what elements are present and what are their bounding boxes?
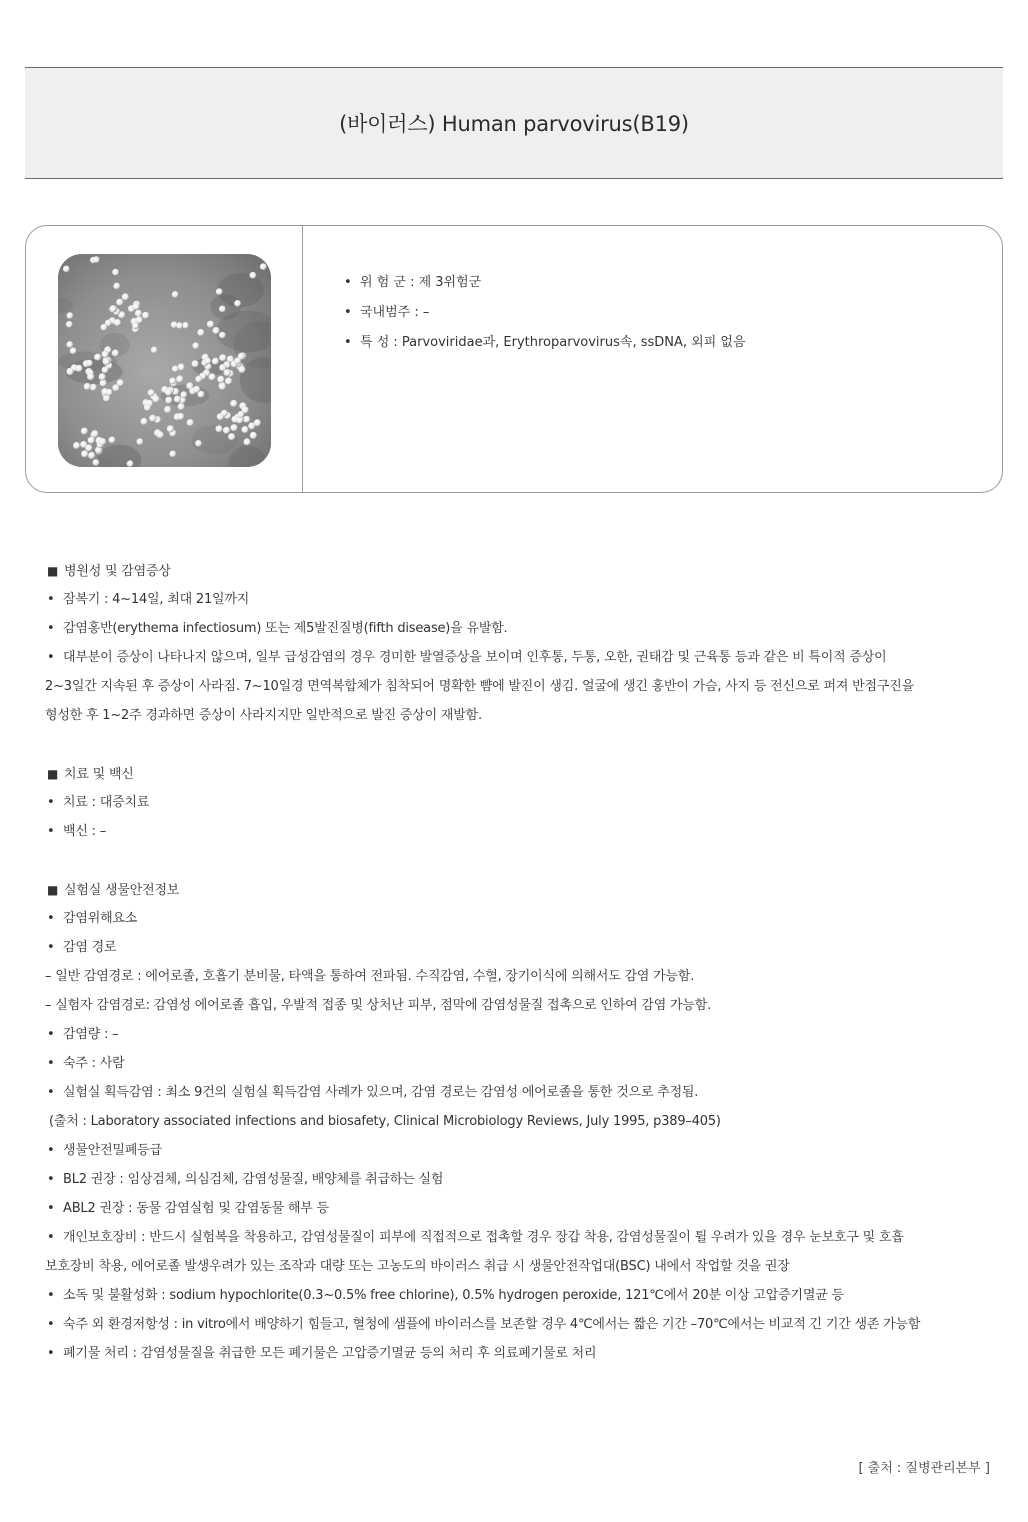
virus-particle [254,419,261,426]
virus-particle [250,432,257,439]
virus-particle [164,406,171,413]
virus-particle [157,431,164,438]
virus-particle [81,428,88,435]
virus-particle [116,299,123,306]
virus-particle [81,450,88,457]
section-heading: ■ 치료 및 백신 [47,767,134,782]
virus-particle [216,288,223,295]
virus-particle [87,373,94,380]
content-body [47,562,987,1403]
virus-particle [169,451,176,458]
section-pathogenicity [47,562,987,736]
virus-particle [178,403,185,410]
list-item-continuation: 2~3일간 지속된 후 증상이 사라짐. 7~10일경 면역복합체가 침착되어 명확한 뺨에 발진이 생김. 얼굴에 생긴 홍반이 가슴, 사지 등 전신으로 퍼져 반점구진을 [45,679,914,694]
virus-particle [144,404,151,411]
list-item: • 대부분이 증상이 나타나지 않으며, 일부 급성감염의 경우 경미한 발열증상을 보이며 인후통, 두통, 오한, 권태감 및 근육통 등과 같은 비 특이적 증상이 [47,650,887,665]
virus-particle [225,378,232,385]
virus-particle [172,366,179,373]
list-item-continuation: 보호장비 착용, 에어로졸 발생우려가 있는 조작과 대량 또는 고농도의 바이러스 취급 시 생물안전작업대(BSC) 내에서 작업할 것을 권장 [45,1259,790,1274]
list-item: • 감염 경로 [47,940,117,955]
virus-particle [103,358,110,365]
virus-particle [114,319,121,326]
virus-particle [106,389,113,396]
virus-particle [212,358,219,365]
virus-particle [109,437,116,444]
virus-particle [88,452,95,459]
virus-particle [195,440,202,447]
virus-particle [99,373,106,380]
virus-particle [127,460,134,467]
virus-particle [219,306,226,313]
virus-particle [250,272,257,279]
virus-particle [223,427,230,434]
virus-particle [224,369,231,376]
virus-particle [112,384,119,391]
virus-particle [169,378,176,385]
virus-particle [243,416,250,423]
virus-particle [63,266,70,273]
virus-particle [176,375,183,382]
virus-particle [165,397,172,404]
list-item: • 감염홍반(erythema infectiosum) 또는 제5발진질병(fifth disease)을 유발함. [47,621,508,636]
virus-particle [217,376,224,383]
virus-particle [192,342,199,349]
virus-particle [93,256,100,263]
virus-particle [219,332,226,339]
virus-particle [260,263,267,270]
virus-particle [209,373,216,380]
list-item: • 개인보호장비 : 반드시 실험복을 착용하고, 감염성물질이 피부에 직접적으로 접촉할 경우 장갑 착용, 감염성물질이 튈 우려가 있을 경우 눈보호구 및 호흡 [47,1230,904,1245]
virus-particle [86,360,93,367]
virus-particle [165,389,172,396]
virus-particle [149,415,156,422]
virus-particle [91,430,98,437]
list-item: • 감염위해요소 [47,911,138,926]
virus-particle [238,411,245,418]
virus-particle [112,269,119,276]
virus-particle [93,459,100,466]
virus-particle [122,293,129,300]
section-heading: ■ 병원성 및 감염증상 [47,564,171,579]
title-band [25,67,1003,179]
source-credit: [ 출처 : 질병관리본부 ] [858,1461,990,1476]
virus-particle [109,305,116,312]
virus-particle [178,364,185,371]
virus-particle [167,425,174,432]
info-box-divider [302,226,303,492]
list-item-dash: – 일반 감염경로 : 에어로졸, 호흡기 분비물, 타액을 통하여 전파됨. 수직감염, 수혈, 장기이식에 의해서도 감염 가능함. [45,969,695,984]
virus-particle [100,379,107,386]
virus-particle [234,357,241,364]
virus-particle [230,400,237,407]
virus-particle [67,312,74,319]
list-item: • 소독 및 불활성화 : sodium hypochlorite(0.3~0.5% free chlorine), 0.5% hydrogen peroxide, 121℃에서 20분 이상 고압증기멸균 등 [47,1288,844,1303]
virus-particle [187,419,194,426]
virus-particle [151,347,158,354]
info-box [25,225,1003,493]
virus-particle [113,283,120,290]
virus-micrograph-image [58,254,271,467]
virus-particle [75,365,82,372]
info-item-domestic-category: • 국내범주 : – [344,305,430,320]
list-item: • ABL2 권장 : 동물 감염실험 및 감염동물 해부 등 [47,1201,329,1216]
virus-particle [141,418,148,425]
virus-particle [195,376,202,383]
virus-particle [216,425,223,432]
list-item: • 생물안전밀폐등급 [47,1143,162,1158]
list-item: • 폐기물 처리 : 감염성물질을 취급한 모든 폐기물은 고압증기멸균 등의 처리 후 의료폐기물로 처리 [47,1346,597,1361]
virus-particle [142,312,149,319]
section-heading: ■ 실험실 생물안전정보 [47,883,180,898]
virus-particle [133,303,140,310]
virus-particle [67,368,74,375]
virus-particle [172,291,179,298]
virus-particle [94,354,101,361]
virus-particle [207,321,214,328]
virus-particle [88,437,95,444]
virus-particle [231,424,238,431]
virus-particle [66,341,73,348]
virus-particle [219,354,226,361]
virus-particle [85,444,92,451]
virus-particle [99,438,106,445]
list-item-continuation: 형성한 후 1~2주 경과하면 증상이 사라지지만 일반적으로 발진 증상이 재발함. [45,708,482,723]
virus-particle [241,426,248,433]
virus-particle [152,396,159,403]
info-list [344,274,746,364]
list-item: • 치료 : 대증치료 [47,795,150,810]
virus-particle [221,410,228,417]
list-item: • BL2 권장 : 임상검체, 의심검체, 감염성물질, 배양체를 취급하는 실험 [47,1172,444,1187]
virus-particle [213,327,220,334]
virus-particle [219,383,226,390]
page-title: (바이러스) Human parvovirus(B19) [339,112,689,136]
virus-particle [177,413,184,420]
virus-particle [234,300,241,307]
virus-particle [197,329,204,336]
virus-particle [70,347,77,354]
list-item-dash: – 실험자 감염경로: 감염성 에어로졸 흡입, 우발적 접종 및 상처난 피부, 점막에 감염성물질 접촉으로 인하여 감염 가능함. [45,998,712,1013]
virus-particle [176,322,183,329]
micrograph-svg [58,254,271,467]
list-item: • 숙주 : 사람 [47,1056,125,1071]
virus-particle [73,442,80,449]
virus-particle [137,438,144,445]
virus-particle [132,322,139,329]
virus-particle [182,322,189,329]
list-item: • 숙주 외 환경저항성 : in vitro에서 배양하기 힘들고, 혈청에 샘플에 바이러스를 보존할 경우 4℃에서는 짧은 기간 –70℃에서는 비교적 긴 기간 생존 가능함 [47,1317,921,1332]
virus-particle [238,366,245,373]
virus-particle [135,310,142,317]
virus-particle [105,320,112,327]
info-item-characteristics: • 특 성 : Parvoviridae과, Erythroparvovirus속, ssDNA, 외피 없음 [344,335,746,350]
virus-particle [174,396,181,403]
reference-note: (출처 : Laboratory associated infections and biosafety, Clinical Microbiology Reviews, July 1995, p389–405) [49,1114,721,1129]
info-item-risk-group: • 위 험 군 : 제 3위험군 [344,275,482,290]
list-item: • 감염량 : – [47,1027,119,1042]
list-item: • 잠복기 : 4~14일, 최대 21일까지 [47,592,250,607]
virus-particle [102,367,109,374]
virus-particle [84,383,91,390]
virus-particle [228,433,235,440]
section-treatment [47,765,987,852]
virus-particle [180,391,187,398]
virus-particle [66,321,73,328]
virus-particle [148,389,155,396]
virus-particle [192,360,199,367]
virus-particle [244,438,251,445]
virus-particle [204,358,211,365]
virus-particle [102,351,109,358]
list-item: • 실험실 획득감염 : 최소 9건의 실험실 획득감염 사례가 있으며, 감염 경로는 감염성 에어로졸을 통한 것으로 추정됨. [47,1085,699,1100]
section-biosafety [47,881,987,1374]
virus-particle [112,350,119,357]
list-item: • 백신 : – [47,824,107,839]
virus-particle [193,386,200,393]
